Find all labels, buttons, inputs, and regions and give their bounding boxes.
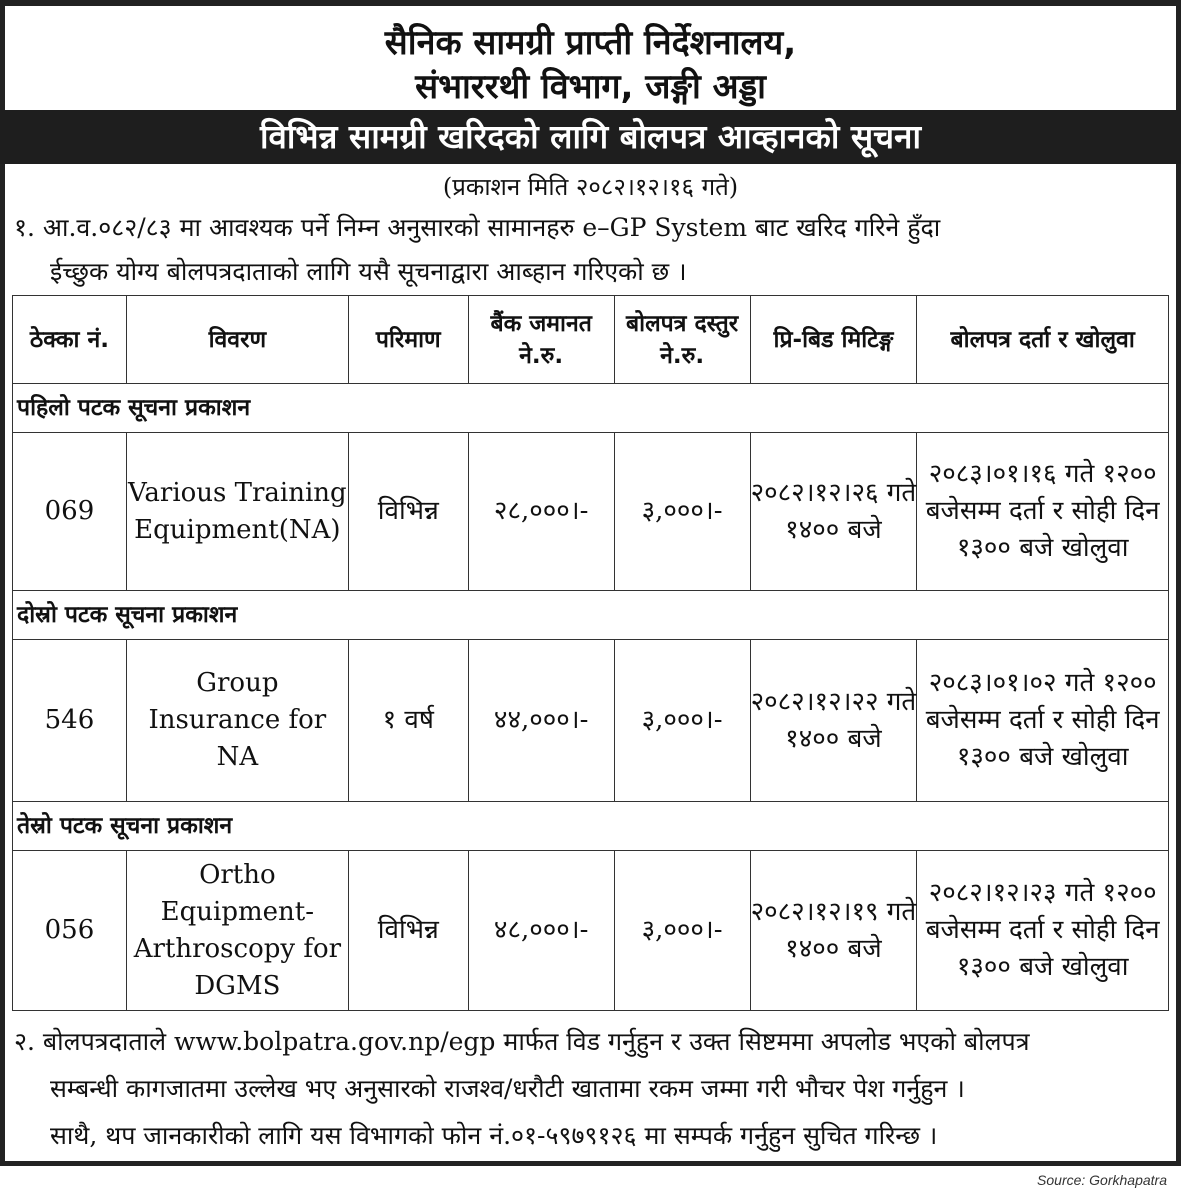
cell-contract-no: 069 [13, 433, 127, 591]
cell-bid-fee: ३,०००।- [614, 851, 750, 1011]
col-bank-guarantee: बैंक जमानत ने.रु. [468, 296, 614, 384]
cell-quantity: विभिन्न [348, 851, 468, 1011]
section-title: दोस्रो पटक सूचना प्रकाशन [13, 591, 1169, 640]
notice-title: विभिन्न सामग्री खरिदको लागि बोलपत्र आव्हानको सूचना [0, 110, 1181, 164]
cell-prebid-meeting: २०८२।१२।१९ गते १४०० बजे [750, 851, 917, 1011]
col-prebid-meeting: प्रि-बिड मिटिङ्ग [750, 296, 917, 384]
para2-line3: साथै, थप जानकारीको लागि यस विभागको फोन नं.०१-५९७९१२६ मा सम्पर्क गर्नुहुन सुचित गरिन्छ । [50, 1121, 938, 1150]
cell-quantity: १ वर्ष [348, 640, 468, 802]
para1-line1: १. आ.व.०८२/८३ मा आवश्यक पर्ने निम्न अनुसारको सामानहरु e–GP System बाट खरिद गरिने हुँदा [14, 213, 941, 242]
header-line2: संभाररथी विभाग, जङ्गी अड्डा [415, 67, 766, 107]
cell-contract-no: 056 [13, 851, 127, 1011]
section-title: पहिलो पटक सूचना प्रकाशन [13, 384, 1169, 433]
section-row [13, 802, 1169, 851]
table-row [13, 433, 1169, 591]
para1-line2: ईच्छुक योग्य बोलपत्रदाताको लागि यसै सूचनाद्वारा आब्हान गरिएको छ । [50, 257, 687, 286]
para2-line2: सम्बन्धी कागजातमा उल्लेख भए अनुसारको राजश्व/धरौटी खातामा रकम जम्मा गरी भौचर पेश गर्नुहुन । [50, 1074, 965, 1103]
para2-line1: २. बोलपत्रदाताले www.bolpatra.gov.np/egp मार्फत विड गर्नुहुन र उक्त सिष्टममा अपलोड भएको बोलपत्र [14, 1027, 1030, 1056]
cell-prebid-meeting: २०८२।१२।२६ गते १४०० बजे [750, 433, 917, 591]
header-line1: सैनिक सामग्री प्राप्ती निर्देशनालय, [384, 23, 797, 63]
col-registration-opening: बोलपत्र दर्ता र खोलुवा [917, 296, 1169, 384]
table-row [13, 640, 1169, 802]
table-row [13, 851, 1169, 1011]
cell-bid-fee: ३,०००।- [614, 640, 750, 802]
cell-description: Ortho Equipment-Arthroscopy for DGMS [126, 851, 348, 1011]
source-credit: Source: Gorkhapatra [1037, 1172, 1167, 1188]
publication-date: (प्रकाशन मिति २०८२।१२।१६ गते) [442, 173, 739, 201]
cell-description: Various Training Equipment(NA) [126, 433, 348, 591]
col-contract-no: ठेक्का नं. [13, 296, 127, 384]
cell-contract-no: 546 [13, 640, 127, 802]
cell-description: Group Insurance for NA [126, 640, 348, 802]
cell-bank-guarantee: ४४,०००।- [468, 640, 614, 802]
section-row [13, 384, 1169, 433]
paragraph-1 [14, 206, 1169, 294]
cell-bank-guarantee: ४८,०००।- [468, 851, 614, 1011]
col-bid-fee: बोलपत्र दस्तुर ने.रु. [614, 296, 750, 384]
cell-registration-opening: २०८३।०१।०२ गते १२०० बजेसम्म दर्ता र सोही दिन १३०० बजे खोलुवा [917, 640, 1169, 802]
col-description: विवरण [126, 296, 348, 384]
table-header-row [13, 296, 1169, 384]
section-row [13, 591, 1169, 640]
cell-bid-fee: ३,०००।- [614, 433, 750, 591]
cell-bank-guarantee: २८,०००।- [468, 433, 614, 591]
cell-prebid-meeting: २०८२।१२।२२ गते १४०० बजे [750, 640, 917, 802]
cell-registration-opening: २०८२।१२।२३ गते १२०० बजेसम्म दर्ता र सोही दिन १३०० बजे खोलुवा [917, 851, 1169, 1011]
tender-table [12, 295, 1169, 1011]
cell-quantity: विभिन्न [348, 433, 468, 591]
col-quantity: परिमाण [348, 296, 468, 384]
cell-registration-opening: २०८३।०१।१६ गते १२०० बजेसम्म दर्ता र सोही दिन १३०० बजे खोलुवा [917, 433, 1169, 591]
section-title: तेस्रो पटक सूचना प्रकाशन [13, 802, 1169, 851]
paragraph-2 [14, 1018, 1169, 1159]
